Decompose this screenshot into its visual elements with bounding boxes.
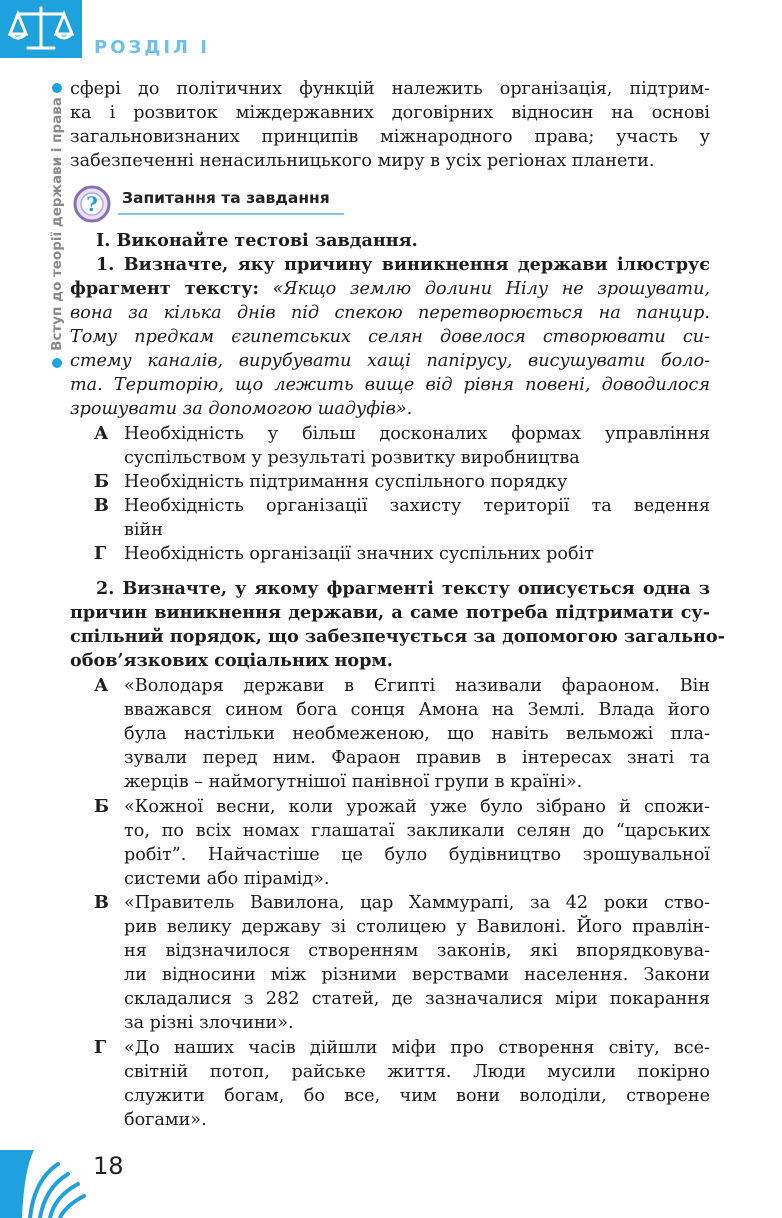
option-line: складалися з 282 статей, де зазначалися міри покарання	[124, 989, 710, 1009]
q1-option-letter: В	[94, 495, 109, 516]
q1-lead-line	[70, 277, 710, 301]
q2-option-g	[124, 1036, 710, 1132]
side-dot-bottom	[52, 358, 62, 368]
intro-line: ка і розвиток міждержавних договірних відносин на основі	[70, 103, 710, 123]
q1-quote-line: та. Територію, що лежить вище від рівня повені, доводилося	[70, 375, 710, 395]
side-dot-top	[52, 83, 62, 93]
intro-line: загальновизнаних принципів міжнародного права; участь у	[70, 127, 710, 147]
option-line: робіт”. Найчастіше це було будівництво зрошувальної	[124, 845, 710, 865]
page-number: 18	[93, 1152, 124, 1180]
q1-lead-bold: фрагмент тексту:	[70, 278, 259, 299]
option-line: зували перед ним. Фараон правив в інтересах знаті та	[124, 748, 710, 768]
option-line: світній потоп, райське життя. Люди мусили покірно	[124, 1062, 710, 1082]
option-line: Необхідність у більш досконалих формах управління	[124, 424, 710, 444]
option-line: суспільством у результаті розвитку виробництва	[124, 448, 580, 468]
part1-title	[96, 229, 696, 253]
q1-option-a	[124, 422, 710, 470]
option-line: Необхідність підтримання суспільного порядку	[124, 472, 568, 492]
questions-heading: Запитання та завдання	[122, 189, 330, 207]
option-line: то, по всіх номах глашатаї закликали селян до “царських	[124, 821, 710, 841]
option-line: служити богам, бо все, чим вони володіли, створене	[124, 1086, 710, 1106]
footer-wave-logo	[0, 1150, 90, 1218]
option-line: «Володаря держави в Єгипті називали фараоном. Він	[124, 676, 710, 696]
q2-option-v	[124, 891, 710, 1035]
question-1	[70, 253, 710, 421]
option-line: «Кожної весни, коли урожай уже було зібрано й спожи-	[124, 797, 710, 817]
part1-title-text: І. Виконайте тестові завдання.	[96, 230, 418, 251]
option-line: «Правитель Вавилона, цар Хаммурапі, за 42 роки ство-	[124, 893, 710, 913]
q2-option-b	[124, 795, 710, 891]
q2-option-letter: А	[94, 675, 109, 696]
question-mark-icon	[72, 184, 112, 224]
option-line: жерців – наймогутнішої панівної групи в країні».	[124, 772, 583, 792]
q1-option-letter: Б	[94, 471, 110, 492]
option-line: була настільки необмеженою, що навіть вельможі пла-	[124, 724, 710, 744]
scales-of-justice-icon	[6, 4, 76, 54]
section-title: РОЗДІЛ І	[94, 37, 210, 58]
option-line: ня відзначилося створенням законів, які впорядковува-	[124, 941, 710, 961]
q1-option-b	[124, 470, 710, 494]
option-line: рив велику державу зі столицею у Вавилоні. Його правлін-	[124, 917, 710, 937]
q1-quote-line: стему каналів, вирубувати хащі папірусу, висушувати боло-	[70, 351, 710, 371]
q1-lead-italic: «Якщо землю долини Нілу не зрошувати,	[258, 279, 710, 299]
q2-option-a	[124, 674, 710, 794]
side-label-text: Вступ до теорії держави і права	[49, 97, 65, 351]
q2-lead-line: обов’язкових соціальних норм.	[70, 650, 393, 671]
option-line: Необхідність організації значних суспільних робіт	[124, 544, 594, 564]
header-logo-block	[0, 0, 82, 58]
option-line: богами».	[124, 1110, 207, 1130]
option-line: «До наших часів дійшли міфи про створення світу, все-	[124, 1038, 710, 1058]
option-line: війн	[124, 520, 163, 540]
q1-lead-line: 1. Визначте, яку причину виникнення держави ілюструє	[96, 254, 710, 275]
q2-option-letter: Б	[94, 796, 110, 817]
q2-option-letter: В	[94, 892, 109, 913]
option-line: системи або пірамід».	[124, 869, 330, 889]
q1-quote-line: вона за кілька днів під спекою перетворюється на панцир.	[70, 303, 710, 323]
question-2	[70, 577, 725, 673]
q1-option-letter: А	[94, 423, 109, 444]
q2-lead-line: причин виникнення держави, а саме потреба підтримати су-	[70, 602, 710, 623]
q2-option-letter: Г	[94, 1037, 107, 1058]
intro-line: сфері до політичних функцій належить організація, підтрим-	[70, 79, 710, 99]
option-line: ли відносини між різними верствами населення. Закони	[124, 965, 710, 985]
q1-quote-line: зрошувати за допомогою шадуфів».	[70, 399, 413, 419]
q1-option-g	[124, 542, 710, 566]
q2-lead-line: спільний порядок, що забезпечується за допомогою загально-	[70, 626, 725, 647]
option-line: за різні злочини».	[124, 1013, 294, 1033]
q1-quote-line: Тому предкам єгипетських селян довелося створювати си-	[70, 327, 710, 347]
intro-line: забезпеченні ненасильницького миру в усіх регіонах планети.	[70, 151, 655, 171]
svg-text:?: ?	[86, 192, 98, 216]
intro-paragraph	[70, 77, 710, 173]
q1-option-letter: Г	[94, 543, 107, 564]
q2-lead-line: 2. Визначте, у якому фрагменті тексту описується одна з	[96, 578, 710, 599]
option-line: вважався сином бога сонця Амона на Землі. Влада його	[124, 700, 710, 720]
option-line: Необхідність організації захисту території та ведення	[124, 496, 710, 516]
heading-underline	[118, 213, 344, 215]
q1-option-v	[124, 494, 710, 542]
